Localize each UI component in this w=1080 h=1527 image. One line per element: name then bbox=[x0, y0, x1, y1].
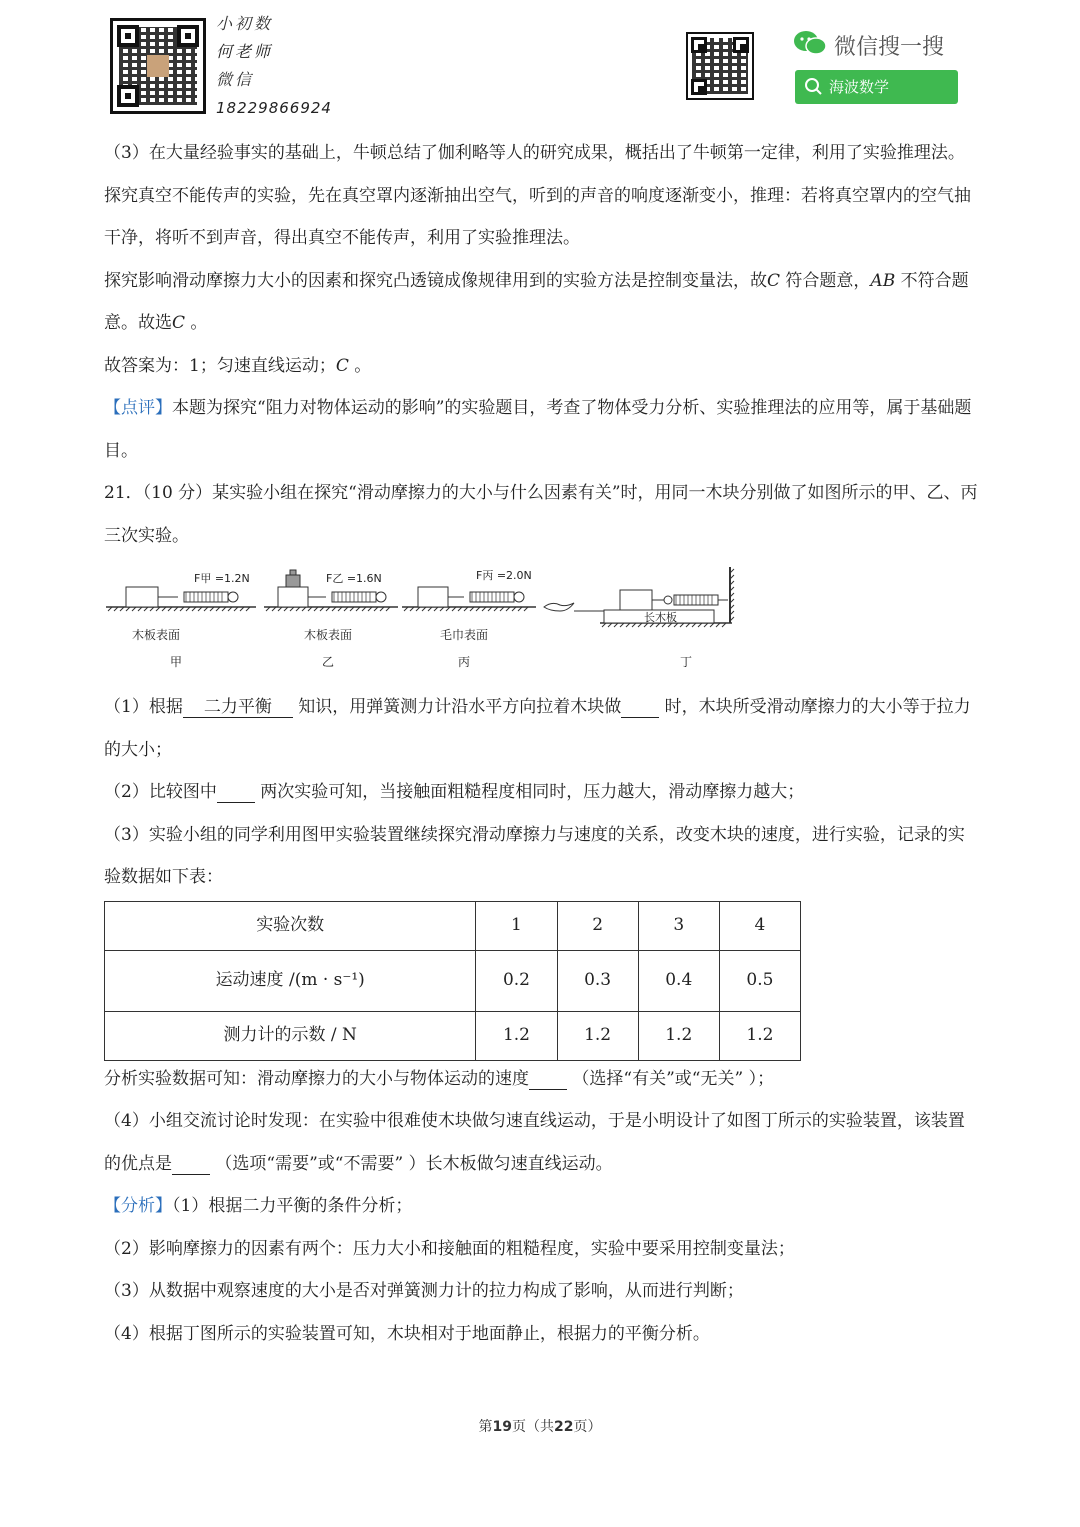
answer-blank-4[interactable] bbox=[529, 1069, 567, 1090]
panel-yi bbox=[264, 570, 398, 669]
panel-name-yi: 乙 bbox=[322, 655, 335, 669]
data-table bbox=[104, 901, 801, 1061]
table-cell: 1.2 bbox=[638, 1011, 719, 1060]
analysis-line-1: 【分析】（1）根据二力平衡的条件分析； bbox=[104, 1196, 413, 1216]
paragraph: （3）在大量经验事实的基础上，牛顿总结了伽利略等人的研究成果，概括出了牛顿第一定律，利用了实验推理法。 bbox=[104, 143, 965, 163]
table-header-cell: 运动速度 /(m · s⁻¹) bbox=[105, 950, 476, 1011]
total-pages: 22 bbox=[554, 1419, 574, 1435]
handwritten-phone: 18229866924 bbox=[216, 99, 332, 117]
table-cell: 2 bbox=[557, 901, 638, 950]
analysis-line-2: （2）影响摩擦力的因素有两个：压力大小和接触面的粗糙程度，实验中要采用控制变量法； bbox=[104, 1238, 795, 1259]
table-cell: 0.4 bbox=[638, 950, 719, 1011]
document-body bbox=[104, 132, 979, 1355]
answer-blank-5[interactable] bbox=[172, 1154, 210, 1175]
table-row bbox=[105, 901, 801, 950]
analysis-line-4: （4）根据丁图所示的实验装置可知，木块相对于地面静止，根据力的平衡分析。 bbox=[104, 1323, 710, 1344]
paragraph: 探究影响滑动摩擦力大小的因素和探究凸透镜成像规律用到的实验方法是控制变量法，故C 符合题意，AB 不符合题意。故选C 。 bbox=[104, 270, 969, 333]
sub-question-3: （3）实验小组的同学利用图甲实验装置继续探究滑动摩擦力与速度的关系，改变木块的速度，进行实验，记录的实验数据如下表： bbox=[104, 824, 965, 887]
page-header bbox=[0, 0, 1080, 125]
page-footer: 第19页（共22页） bbox=[478, 1419, 602, 1435]
panel-name-bing: 丙 bbox=[458, 655, 471, 669]
force-label-yi: F乙 =1.6N bbox=[326, 572, 382, 585]
table-cell: 0.3 bbox=[557, 950, 638, 1011]
table-header-cell: 实验次数 bbox=[105, 901, 476, 950]
table-cell: 1.2 bbox=[719, 1011, 800, 1060]
sub-question-2: （2）比较图中 两次实验可知，当接触面粗糙程度相同时，压力越大，滑动摩擦力越大； bbox=[104, 782, 805, 802]
table-cell: 1.2 bbox=[476, 1011, 557, 1060]
board-label: 长木板 bbox=[644, 611, 677, 624]
surface-label-jia: 木板表面 bbox=[132, 628, 181, 642]
sub-question-1: （1）根据 二力平衡 知识，用弹簧测力计沿水平方向拉着木块做 时，木块所受滑动摩擦力的大小等于拉力的大小； bbox=[104, 697, 971, 760]
paragraph: 探究真空不能传声的实验，先在真空罩内逐渐抽出空气，听到的声音的响度逐渐变小，推理：若将真空罩内的空气抽干净，将听不到声音，得出真空不能传声，利用了实验推理法。 bbox=[104, 185, 971, 248]
handwritten-note-2: 何老师 bbox=[216, 42, 274, 61]
table-cell: 3 bbox=[638, 901, 719, 950]
review-paragraph: 【点评】本题为探究“阻力对物体运动的影响”的实验题目，考查了物体受力分析、实验推理法的应用等，属于基础题目。 bbox=[104, 398, 972, 461]
wechat-search-logo bbox=[792, 28, 945, 62]
table-cell: 1.2 bbox=[557, 1011, 638, 1060]
table-row bbox=[105, 1011, 801, 1060]
wechat-search-label: 微信搜一搜 bbox=[834, 35, 945, 60]
handwritten-note-3: 微信 bbox=[216, 70, 255, 89]
sub-question-3-conclusion: 分析实验数据可知：滑动摩擦力的大小与物体运动的速度 （选择“有关”或“无关” ）； bbox=[104, 1068, 775, 1089]
panel-name-ding: 丁 bbox=[680, 655, 693, 669]
panel-jia bbox=[106, 572, 256, 669]
panel-bing bbox=[402, 569, 536, 669]
surface-label-bing: 毛巾表面 bbox=[440, 628, 489, 642]
panel-name-jia: 甲 bbox=[170, 655, 183, 669]
force-label-jia: F甲 =1.2N bbox=[194, 572, 250, 585]
table-header-cell: 测力计的示数 / N bbox=[105, 1011, 476, 1060]
table-cell: 0.2 bbox=[476, 950, 557, 1011]
search-button-label: 海波数学 bbox=[829, 78, 890, 96]
answer-blank-3[interactable] bbox=[217, 782, 255, 803]
table-cell: 1 bbox=[476, 901, 557, 950]
search-icon bbox=[804, 77, 824, 97]
qr-code-left bbox=[110, 18, 206, 114]
wechat-icon bbox=[792, 28, 828, 58]
answer-blank-1[interactable]: 二力平衡 bbox=[183, 697, 293, 718]
question-21: 21．（10 分）某实验小组在探究“滑动摩擦力的大小与什么因素有关”时，用同一木块分别做了如图所示的甲、乙、丙三次实验。 bbox=[104, 483, 978, 546]
review-tag: 【点评】 bbox=[104, 398, 172, 418]
table-cell: 0.5 bbox=[719, 950, 800, 1011]
surface-label-yi: 木板表面 bbox=[304, 628, 353, 642]
experiment-figure bbox=[104, 565, 744, 680]
analysis-tag: 【分析】 bbox=[104, 1196, 172, 1216]
panel-ding bbox=[544, 567, 734, 669]
table-cell: 4 bbox=[719, 901, 800, 950]
qr-code-right bbox=[686, 32, 754, 100]
search-button[interactable] bbox=[795, 70, 958, 104]
answer-blank-2[interactable] bbox=[621, 697, 659, 718]
analysis-line-3: （3）从数据中观察速度的大小是否对弹簧测力计的拉力构成了影响，从而进行判断； bbox=[104, 1281, 744, 1301]
answer-line: 故答案为：1；匀速直线运动；C 。 bbox=[104, 355, 372, 376]
sub-question-4: （4）小组交流讨论时发现：在实验中很难使木块做匀速直线运动，于是小明设计了如图丁所示的实验装置，该装置的优点是 （选项“需要”或“不需要” ）长木板做匀速直线运动。 bbox=[104, 1111, 965, 1174]
page-number: 19 bbox=[492, 1419, 512, 1435]
force-label-bing: F丙 =2.0N bbox=[476, 569, 532, 582]
table-row bbox=[105, 950, 801, 1011]
handwritten-note-1: 小初数 bbox=[216, 14, 274, 33]
